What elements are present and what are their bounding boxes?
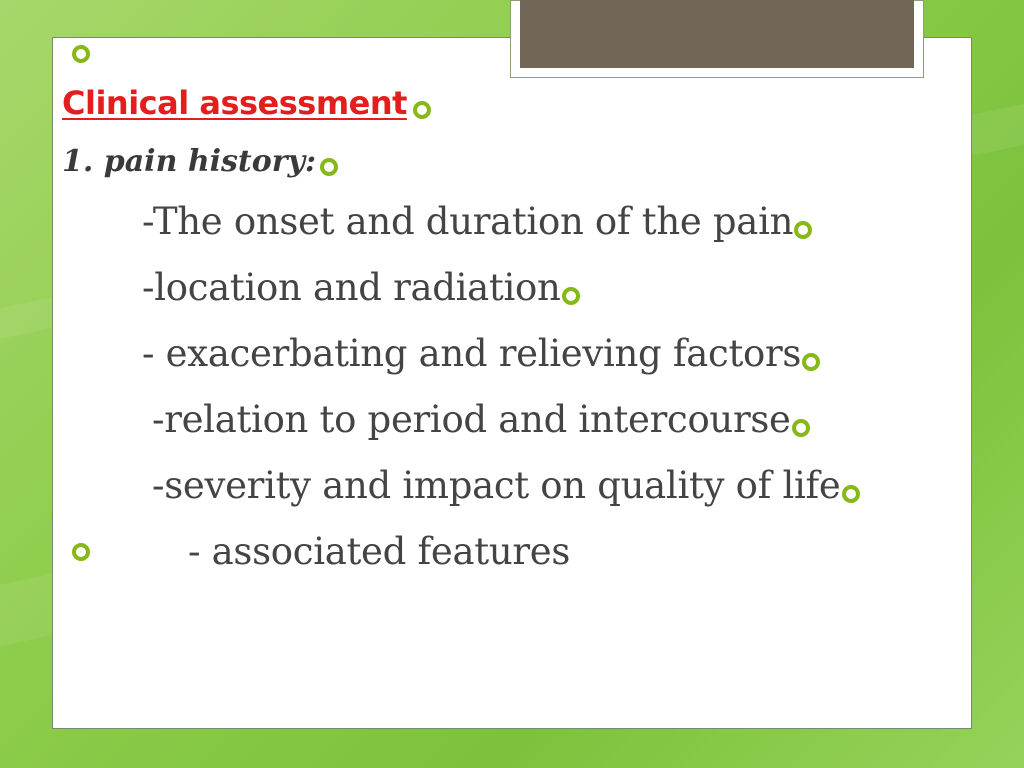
- list-item: [152, 464, 860, 507]
- slide-content-area: [52, 37, 972, 729]
- list-item-text: - exacerbating and relieving factors: [142, 332, 802, 375]
- circle-bullet-icon: [320, 158, 338, 176]
- circle-bullet-icon: [842, 485, 860, 503]
- subheading: 1. pain history:: [62, 144, 317, 179]
- slide-heading: Clinical assessment: [62, 84, 407, 122]
- list-item-text: -relation to period and intercourse: [152, 398, 791, 441]
- circle-bullet-icon: [562, 287, 580, 305]
- last-item-bullet: [72, 541, 90, 561]
- list-item: [152, 398, 810, 441]
- heading-row: [62, 84, 431, 122]
- circle-bullet-icon: [792, 419, 810, 437]
- circle-bullet-icon: [802, 353, 820, 371]
- circle-bullet-icon: [72, 543, 90, 561]
- list-item: [142, 200, 812, 243]
- circle-bullet-icon: [72, 45, 90, 63]
- title-bar: [520, 0, 914, 68]
- list-item-text: -location and radiation: [142, 266, 561, 309]
- circle-bullet-icon: [413, 101, 431, 119]
- circle-bullet-icon: [794, 221, 812, 239]
- list-item: [142, 332, 820, 375]
- list-item: [142, 266, 580, 309]
- list-item-text: -severity and impact on quality of life: [152, 464, 841, 507]
- subheading-row: [62, 144, 338, 179]
- list-item-text: -The onset and duration of the pain: [142, 200, 794, 243]
- list-item: [188, 530, 570, 573]
- top-bullet: [72, 43, 90, 63]
- list-item-text: - associated features: [188, 530, 571, 573]
